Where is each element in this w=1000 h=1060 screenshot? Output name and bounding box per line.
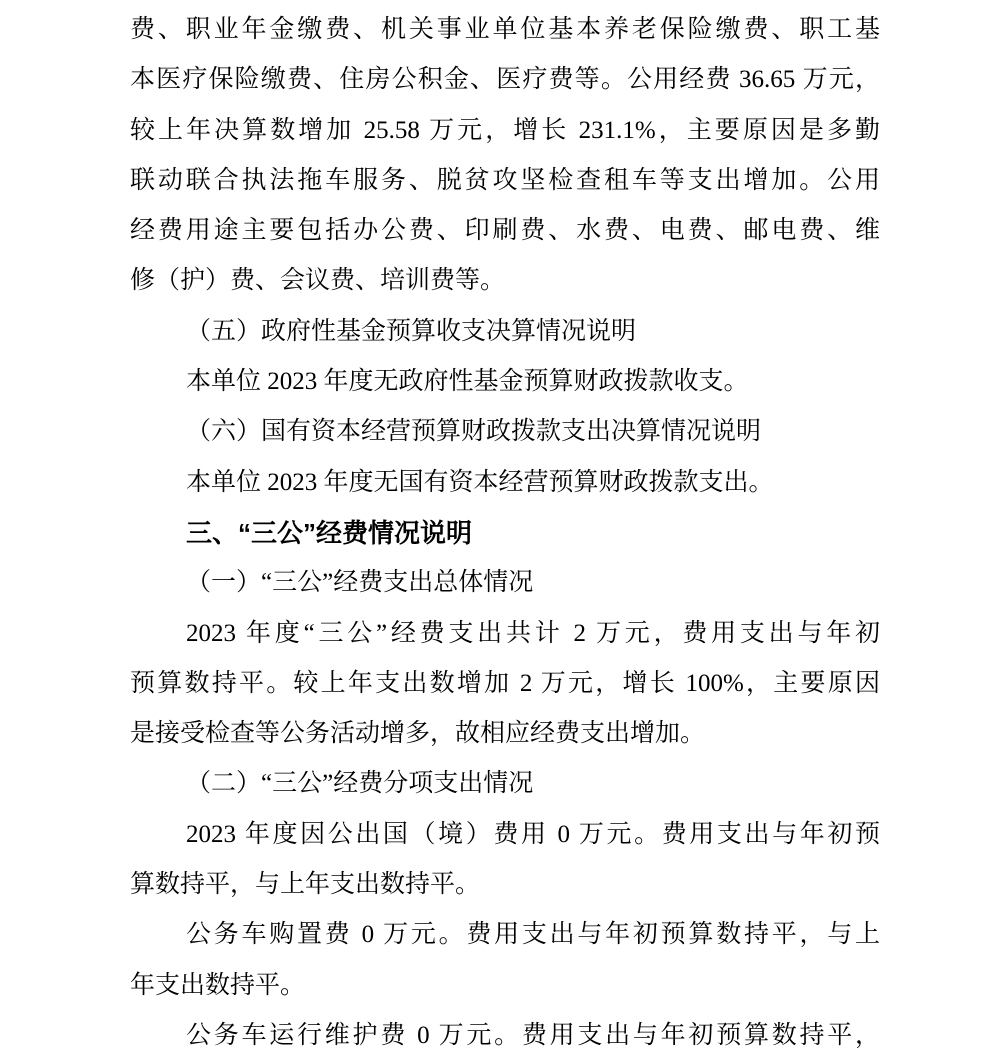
document-line: 年支出数持平。 (130, 971, 306, 999)
document-line: 公务车运行维护费 0 万元。费用支出与年初预算数持平， (186, 1021, 880, 1049)
document-line: （六）国有资本经营预算财政拨款支出决算情况说明 (186, 418, 762, 446)
document-line: （一）“三公”经费支出总体情况 (186, 569, 534, 597)
document-line: 经费用途主要包括办公费、印刷费、水费、电费、邮电费、维 (130, 217, 880, 245)
document-line: 本单位 2023 年度无政府性基金预算财政拨款收支。 (186, 368, 749, 396)
document-line: 本医疗保险缴费、住房公积金、医疗费等。公用经费 36.65 万元， (130, 66, 880, 94)
document-line: 2023 年度因公出国（境）费用 0 万元。费用支出与年初预 (186, 820, 880, 848)
document-line: （五）政府性基金预算收支决算情况说明 (186, 317, 637, 345)
document-line: 公务车购置费 0 万元。费用支出与年初预算数持平，与上 (186, 921, 880, 949)
document-line: 联动联合执法拖车服务、脱贫攻坚检查租车等支出增加。公用 (130, 166, 880, 194)
document-line: 费、职业年金缴费、机关事业单位基本养老保险缴费、职工基 (130, 16, 880, 43)
document-line: 算数持平，与上年支出数持平。 (130, 871, 481, 899)
document-line: 是接受检查等公务活动增多，故相应经费支出增加。 (130, 720, 706, 748)
document-line: 预算数持平。较上年支出数增加 2 万元，增长 100%，主要原因 (130, 669, 880, 697)
document-line: 本单位 2023 年度无国有资本经营预算财政拨款支出。 (186, 468, 774, 496)
document-body (130, 5, 880, 1060)
document-line: （二）“三公”经费分项支出情况 (186, 770, 534, 798)
section-heading: 三、“三公”经费情况说明 (186, 517, 473, 548)
document-line: 2023 年度“三公”经费支出共计 2 万元，费用支出与年初 (186, 619, 880, 647)
document-line: 较上年决算数增加 25.58 万元，增长 231.1%，主要原因是多勤 (130, 116, 880, 144)
document-line: 修（护）费、会议费、培训费等。 (130, 267, 506, 295)
